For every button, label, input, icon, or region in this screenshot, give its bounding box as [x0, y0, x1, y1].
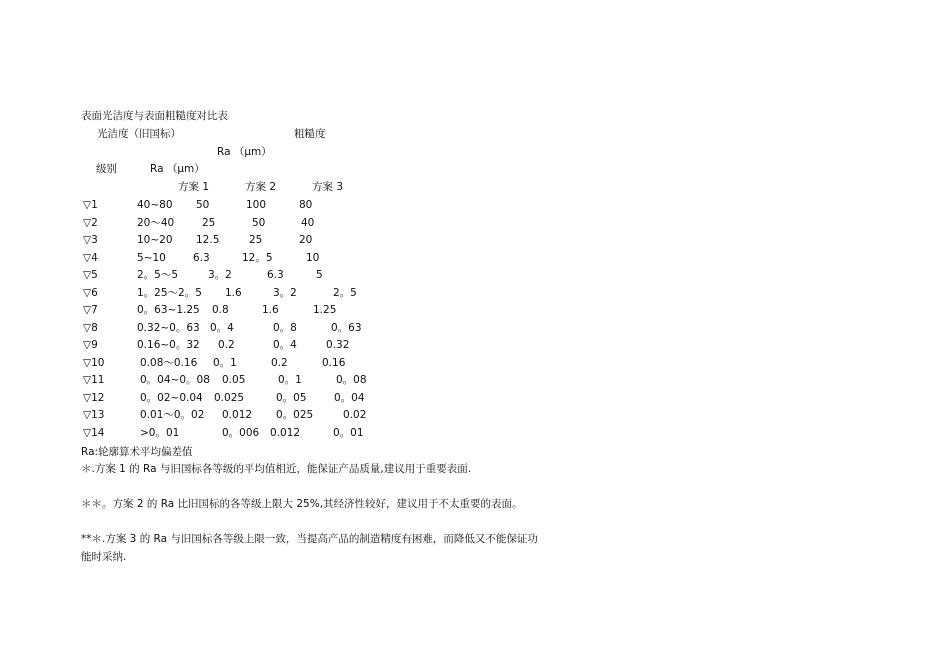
cell-ra: 0。04~0。08	[140, 374, 210, 386]
cell-grade: ▽8	[83, 321, 98, 334]
header-plan-2: 方案 2	[245, 181, 277, 193]
cell-ra: 2。5～5	[137, 269, 179, 281]
cell-ra: 5~10	[137, 251, 166, 264]
cell-p1: 1.6	[225, 286, 242, 299]
cell-p1: 0.2	[218, 339, 235, 351]
cell-p2: 0。4	[273, 339, 297, 351]
cell-ra: 20～40	[137, 216, 175, 229]
document-title: 表面光洁度与表面粗糙度对比表	[81, 110, 228, 122]
cell-p2: 0。05	[276, 391, 307, 404]
cell-p2: 0.012	[270, 426, 301, 439]
cell-p2: 0。1	[278, 374, 302, 386]
cell-p3: 0。01	[333, 426, 364, 439]
cell-ra: 1。25～2。5	[137, 286, 202, 299]
cell-p1: 0。1	[213, 356, 237, 369]
cell-p3: 20	[299, 234, 313, 246]
cell-p2: 100	[246, 199, 267, 211]
cell-grade: ▽6	[83, 286, 98, 299]
cell-ra: 0。02~0.04	[140, 391, 203, 404]
cell-p3: 1.25	[313, 304, 337, 316]
cell-p1: 3。2	[208, 269, 232, 281]
cell-p1: 25	[202, 216, 216, 229]
header-grade: 级别	[96, 163, 117, 175]
cell-ra: 10~20	[137, 234, 173, 246]
cell-ra: 0.16~0。32	[137, 339, 200, 351]
cell-p3: 10	[306, 251, 320, 264]
cell-grade: ▽2	[83, 216, 98, 229]
header-roughness: 粗糙度	[294, 128, 326, 140]
cell-ra: >0。01	[140, 426, 180, 439]
cell-p2: 1.6	[262, 304, 279, 316]
cell-grade: ▽7	[83, 304, 98, 316]
cell-p1: 0。4	[210, 321, 234, 334]
cell-p3: 0.02	[343, 409, 367, 421]
cell-p2: 12。5	[242, 251, 273, 264]
cell-grade: ▽10	[83, 356, 105, 369]
cell-p3: 80	[299, 199, 313, 211]
cell-p1: 0.8	[212, 304, 229, 316]
cell-p1: 50	[196, 199, 210, 211]
note-plan-3: **＊.方案 3 的 Ra 与旧国标各等级上限一致，当提高产品的制造精度有困难，而降低又不能保证功能时采纳.	[81, 533, 538, 563]
cell-p3: 0.32	[326, 339, 350, 351]
cell-ra: 0.32~0。63	[137, 321, 200, 334]
cell-p2: 0.2	[271, 356, 288, 369]
cell-p1: 0。006	[222, 426, 260, 439]
cell-grade: ▽11	[83, 374, 105, 386]
cell-p1: 0.012	[222, 409, 253, 421]
header-plan-1: 方案 1	[178, 181, 210, 193]
cell-grade: ▽1	[83, 199, 98, 211]
cell-ra: 0.08～0.16	[140, 356, 198, 369]
cell-p3: 40	[301, 216, 315, 229]
cell-p1: 6.3	[193, 251, 210, 264]
note-plan-2: ＊＊。方案 2 的 Ra 比旧国标的各等级上限大 25%,其经济性较好，建议用于不太重要的表面。	[81, 498, 523, 510]
cell-ra: 0.01～0。02	[140, 409, 205, 421]
cell-p3: 0.16	[322, 356, 346, 369]
cell-p2: 6.3	[267, 269, 284, 281]
cell-grade: ▽14	[83, 426, 105, 439]
cell-grade: ▽13	[83, 409, 105, 421]
cell-p3: 5	[316, 269, 323, 281]
cell-grade: ▽3	[83, 234, 98, 246]
cell-p1: 12.5	[196, 234, 220, 246]
cell-p2: 3。2	[273, 286, 297, 299]
cell-ra: 0。63~1.25	[137, 304, 200, 316]
cell-ra: 40~80	[137, 199, 173, 211]
header-finish-old: 光洁度（旧国标）	[97, 128, 181, 140]
header-plan-3: 方案 3	[312, 181, 344, 193]
note-plan-1: ＊.方案 1 的 Ra 与旧国标各等级的平均值相近，能保证产品质量,建议用于重要表面.	[81, 463, 472, 475]
cell-p1: 0.025	[214, 391, 245, 404]
cell-p2: 0。8	[273, 321, 297, 334]
cell-grade: ▽5	[83, 269, 98, 281]
cell-p2: 0。025	[276, 409, 314, 421]
cell-p2: 25	[249, 234, 263, 246]
cell-grade: ▽4	[83, 251, 98, 264]
cell-grade: ▽9	[83, 339, 98, 351]
cell-p1: 0.05	[222, 374, 246, 386]
header-ra-um-top: Ra （μm）	[217, 146, 272, 158]
cell-p3: 2。5	[333, 286, 357, 299]
cell-p3: 0。04	[334, 391, 365, 404]
ra-definition: Ra:轮廓算术平均偏差值	[81, 446, 193, 458]
cell-p3: 0。63	[331, 321, 362, 334]
cell-p3: 0。08	[336, 374, 367, 386]
cell-grade: ▽12	[83, 391, 105, 404]
cell-p2: 50	[252, 216, 266, 229]
header-ra-um: Ra （μm）	[150, 163, 205, 175]
